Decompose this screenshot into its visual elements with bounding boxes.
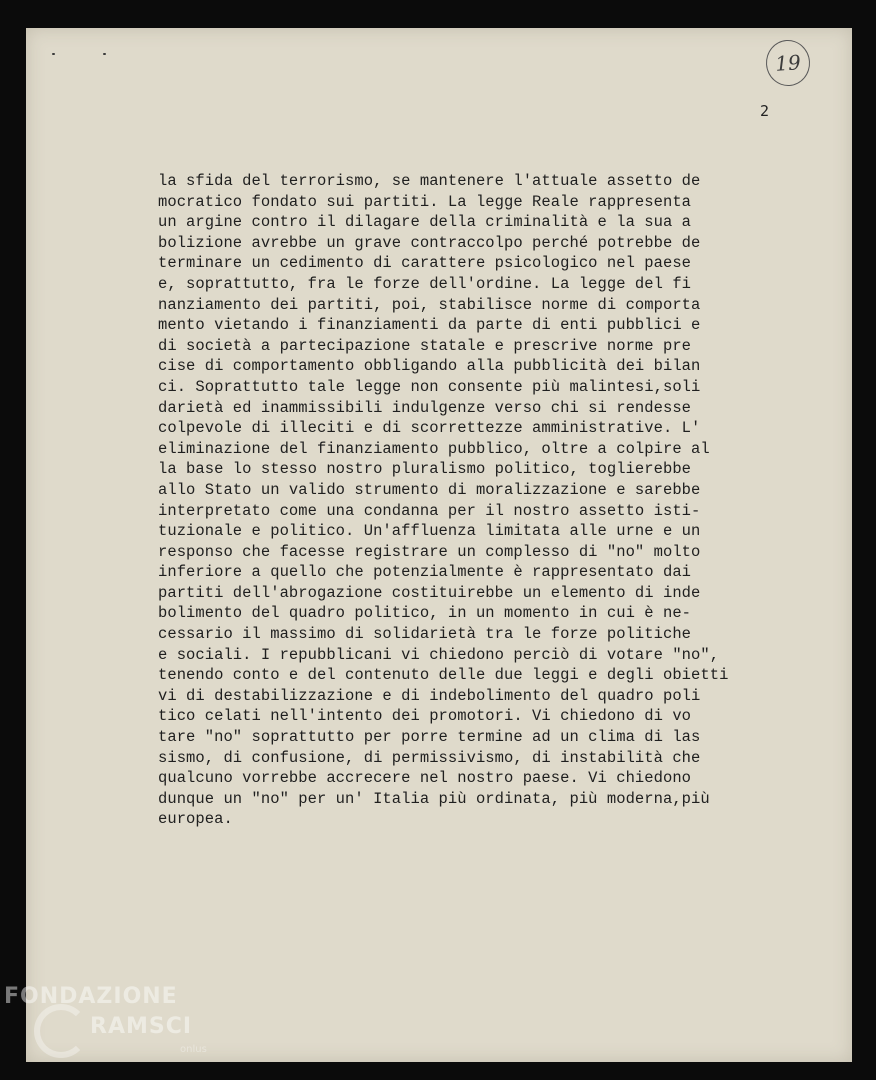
text-line: interpretato come una condanna per il nostro assetto isti- — [158, 501, 701, 520]
text-line: bolimento del quadro politico, in un momento in cui è ne- — [158, 604, 692, 623]
text-line: un argine contro il dilagare della criminalità e la sua a — [158, 213, 692, 232]
text-line: cise di comportamento obbligando alla pubblicità dei bilan — [158, 357, 701, 376]
text-line: la sfida del terrorismo, se mantenere l'attuale assetto de — [158, 172, 701, 190]
gramsci-g-logo-icon — [34, 1004, 88, 1058]
text-line: mento vietando i finanziamenti da parte di enti pubblici e — [158, 316, 701, 335]
text-line: ci. Soprattutto tale legge non consente più malintesi,soli — [158, 377, 701, 396]
text-line: tare "no" soprattutto per porre termine ad un clima di las — [158, 728, 701, 747]
text-line: darietà ed inammissibili indulgenze verso chi si rendesse — [158, 398, 692, 417]
fondazione-gramsci-watermark — [4, 984, 224, 1076]
text-line: partiti dell'abrogazione costituirebbe un elemento di inde — [158, 583, 701, 602]
text-line: tico celati nell'intento dei promotori. Vi chiedono di vo — [158, 707, 692, 726]
folio-stamp: 19 — [764, 39, 811, 88]
text-line: di società a partecipazione statale e prescrive norme pre — [158, 336, 692, 355]
text-line: eliminazione del finanziamento pubblico, oltre a colpire al — [158, 439, 710, 458]
text-line: responso che facesse registrare un complesso di "no" molto — [158, 542, 701, 561]
text-line: bolizione avrebbe un grave contraccolpo perché potrebbe de — [158, 233, 701, 252]
text-line: qualcuno vorrebbe accrecere nel nostro paese. Vi chiedono — [158, 769, 692, 788]
dust-speck — [103, 53, 106, 55]
text-line: europea. — [158, 810, 233, 829]
text-line: la base lo stesso nostro pluralismo politico, toglierebbe — [158, 460, 692, 479]
page-number: 2 — [760, 102, 770, 120]
typed-text-body — [158, 171, 798, 830]
text-line: allo Stato un valido strumento di moralizzazione e sarebbe — [158, 480, 701, 499]
text-line: terminare un cedimento di carattere psicologico nel paese — [158, 254, 692, 273]
dust-speck — [52, 53, 55, 55]
text-line: dunque un "no" per un' Italia più ordinata, più moderna,più — [158, 789, 710, 808]
text-line: nanziamento dei partiti, poi, stabilisce norme di comporta — [158, 295, 701, 314]
text-line: colpevole di illeciti e di scorrettezze amministrative. L' — [158, 419, 701, 438]
watermark-line-2: RAMSCI — [90, 1014, 193, 1039]
text-line: e, soprattutto, fra le forze dell'ordine. La legge del fi — [158, 274, 692, 293]
paper-sheet — [26, 28, 852, 1062]
text-line: inferiore a quello che potenzialmente è rappresentato dai — [158, 563, 692, 582]
text-line: tenendo conto e del contenuto delle due leggi e degli obietti — [158, 666, 729, 685]
text-line: sismo, di confusione, di permissivismo, di instabilità che — [158, 748, 701, 767]
text-line: vi di destabilizzazione e di indebolimento del quadro poli — [158, 686, 701, 705]
text-line: mocratico fondato sui partiti. La legge Reale rappresenta — [158, 192, 692, 211]
text-line: tuzionale e politico. Un'affluenza limitata alle urne e un — [158, 522, 701, 541]
text-line: e sociali. I repubblicani vi chiedono perciò di votare "no", — [158, 645, 720, 664]
text-line: cessario il massimo di solidarietà tra le forze politiche — [158, 625, 692, 644]
watermark-line-1: FONDAZIONE — [4, 984, 178, 1009]
watermark-suffix: onlus — [180, 1044, 207, 1055]
